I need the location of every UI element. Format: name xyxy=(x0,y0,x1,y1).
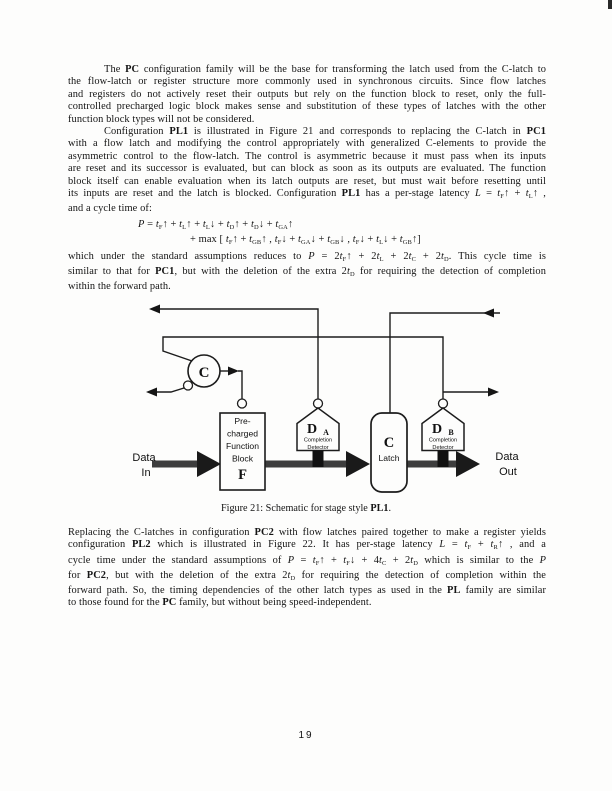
text-line: similar to that for PC1, but with the deletion of the extra $2t_D$ for requiring the detection of completion xyxy=(68,266,546,279)
paragraph-pl1-continued xyxy=(68,251,546,294)
text-line: forward path. So, the timing dependencies of the other latch types as used in the PL family are similar xyxy=(68,585,546,597)
data-in-label: Data xyxy=(132,452,156,464)
wire-right-to-latch xyxy=(390,313,500,413)
detector-stem xyxy=(438,451,449,468)
detector-label: Completion xyxy=(303,437,333,444)
data-in-label: In xyxy=(141,467,151,479)
figure-21-schematic xyxy=(0,295,612,503)
inverter-bubble-icon xyxy=(238,399,247,408)
figure-caption: Figure 21: Schematic for stage style PL1. xyxy=(220,503,392,514)
latch-symbol: C xyxy=(383,435,395,451)
function-block-label: Pre- xyxy=(234,416,251,426)
text-line: + max [ $t_F↑$ + $t_{GB}↑$ , $t_F↓$ + $t_{GA}↓$ + $t_{GB}↓$ , $t_F↓$ + $t_L↓$ + $t_{GB}↑$] xyxy=(190,233,421,246)
detector-label: Detector xyxy=(432,444,454,451)
arrow-left-icon xyxy=(149,305,160,314)
detector-label: Completion xyxy=(428,437,458,444)
text-line: with a flow latch and modifying the control appropriately with generalized C-elements to provide the xyxy=(68,138,546,150)
inverter-bubble-icon xyxy=(314,399,323,408)
text-line: block itself can enable evaluation when its latch outputs are reset, but must wait before resetting until xyxy=(68,175,546,187)
arrow-left-icon xyxy=(483,309,494,318)
inverter-bubble-icon xyxy=(439,399,448,408)
text-line: its inputs are reset and the latch is blocked. Configuration PL1 has a per-stage latency $L = t_F↑$ + $t_L↑$ , xyxy=(68,188,546,200)
wire-celement-output-b xyxy=(238,371,242,399)
text-line: asymmetric control to the flow-latch. The control is asymmetric because it must pass when its inputs xyxy=(68,150,546,162)
arrow-right-icon xyxy=(228,367,239,376)
scan-artifact-mark xyxy=(608,0,612,9)
data-out-label: Out xyxy=(499,466,517,478)
detector-label: Detector xyxy=(307,444,329,451)
text-line: cycle time under the standard assumptions of $P = t_F↑$ + $t_F↓ + 4t_C + 2t_D$ which is similar to the P xyxy=(68,554,547,567)
datapath-arrow-icon xyxy=(197,451,221,477)
paragraph-intro xyxy=(68,64,546,126)
data-out-label: Data xyxy=(495,451,519,463)
text-line: and registers do not actively reset their outputs but rely on the function block to reset, only the full- xyxy=(68,88,546,100)
text-line: function block types will not be considered. xyxy=(68,113,255,125)
detector-symbol: D xyxy=(431,422,443,437)
text-line: which under the standard assumptions reduces to $P = 2t_F↑ + 2t_L + 2t_C + 2t_D$. This cycle time is xyxy=(68,251,546,263)
paragraph-pl1 xyxy=(68,126,546,216)
text-line: to those found for the PC family, but without being speed-independent. xyxy=(68,597,372,609)
arrow-left-icon xyxy=(146,388,157,397)
text-line: are reset and its successor is evaluated, but can block as soon as its outputs are evaluated. The function xyxy=(68,163,546,175)
completion-detector-a xyxy=(297,399,339,467)
text-line: Configuration PL1 is illustrated in Figure 21 and corresponds to replacing the C-latch in PC1 xyxy=(104,126,546,138)
wire-detectorA-to-left xyxy=(155,309,318,399)
body-text-lower xyxy=(68,527,546,610)
text-line: within the forward path. xyxy=(68,281,171,293)
arrow-right-icon xyxy=(488,388,499,397)
text-line: Replacing the C-latches in configuration PC2 with flow latches paired together to make a register yields xyxy=(68,527,546,538)
c-element-label: C xyxy=(198,365,210,381)
function-block-symbol: F xyxy=(238,467,247,483)
body-text-upper xyxy=(68,64,546,294)
detector-symbol: D xyxy=(306,422,318,437)
datapath-arrow-icon xyxy=(456,451,480,477)
detector-stem xyxy=(313,451,324,468)
cycle-time-equation xyxy=(68,219,546,249)
datapath-bar xyxy=(407,461,458,468)
function-block-label: Function xyxy=(226,441,259,451)
text-line: controlled precharged logic block makes sense and substitution of these types of latches with the other xyxy=(68,101,546,113)
text-line: configuration PL2 which is illustrated in Figure 22. It has per-stage latency $L = t_F$ + $t_R↑$ , and a xyxy=(68,539,546,552)
function-block-label: Block xyxy=(231,453,254,464)
function-block-label: charged xyxy=(226,428,259,439)
text-line: The PC configuration family will be the base for transforming the latch used from the C-latch to xyxy=(104,64,546,75)
detector-subscript: A xyxy=(323,428,329,437)
datapath-bar xyxy=(152,461,199,468)
page-number: 19 xyxy=(298,730,314,741)
latch-label: Latch xyxy=(378,453,400,463)
text-line: $P = t_F↑$ + $t_L↑$ + $t_L↓$ + $t_D↑$ + $t_D↓$ + $t_{GA}↑$ xyxy=(138,218,294,231)
detector-subscript: B xyxy=(448,428,454,437)
text-line: and a cycle time of: xyxy=(68,203,152,215)
text-line: for PC2, but with the deletion of the extra $2t_D$ for requiring the detection of completion within the xyxy=(68,569,547,582)
paragraph-pl2 xyxy=(68,527,546,610)
text-line: the flow-latch or register structure more commonly used in synchronous circuits. Since flow latches xyxy=(68,76,546,88)
datapath-arrow-icon xyxy=(346,451,370,477)
inverter-bubble-icon xyxy=(184,381,193,390)
datapath-bar xyxy=(265,461,348,468)
